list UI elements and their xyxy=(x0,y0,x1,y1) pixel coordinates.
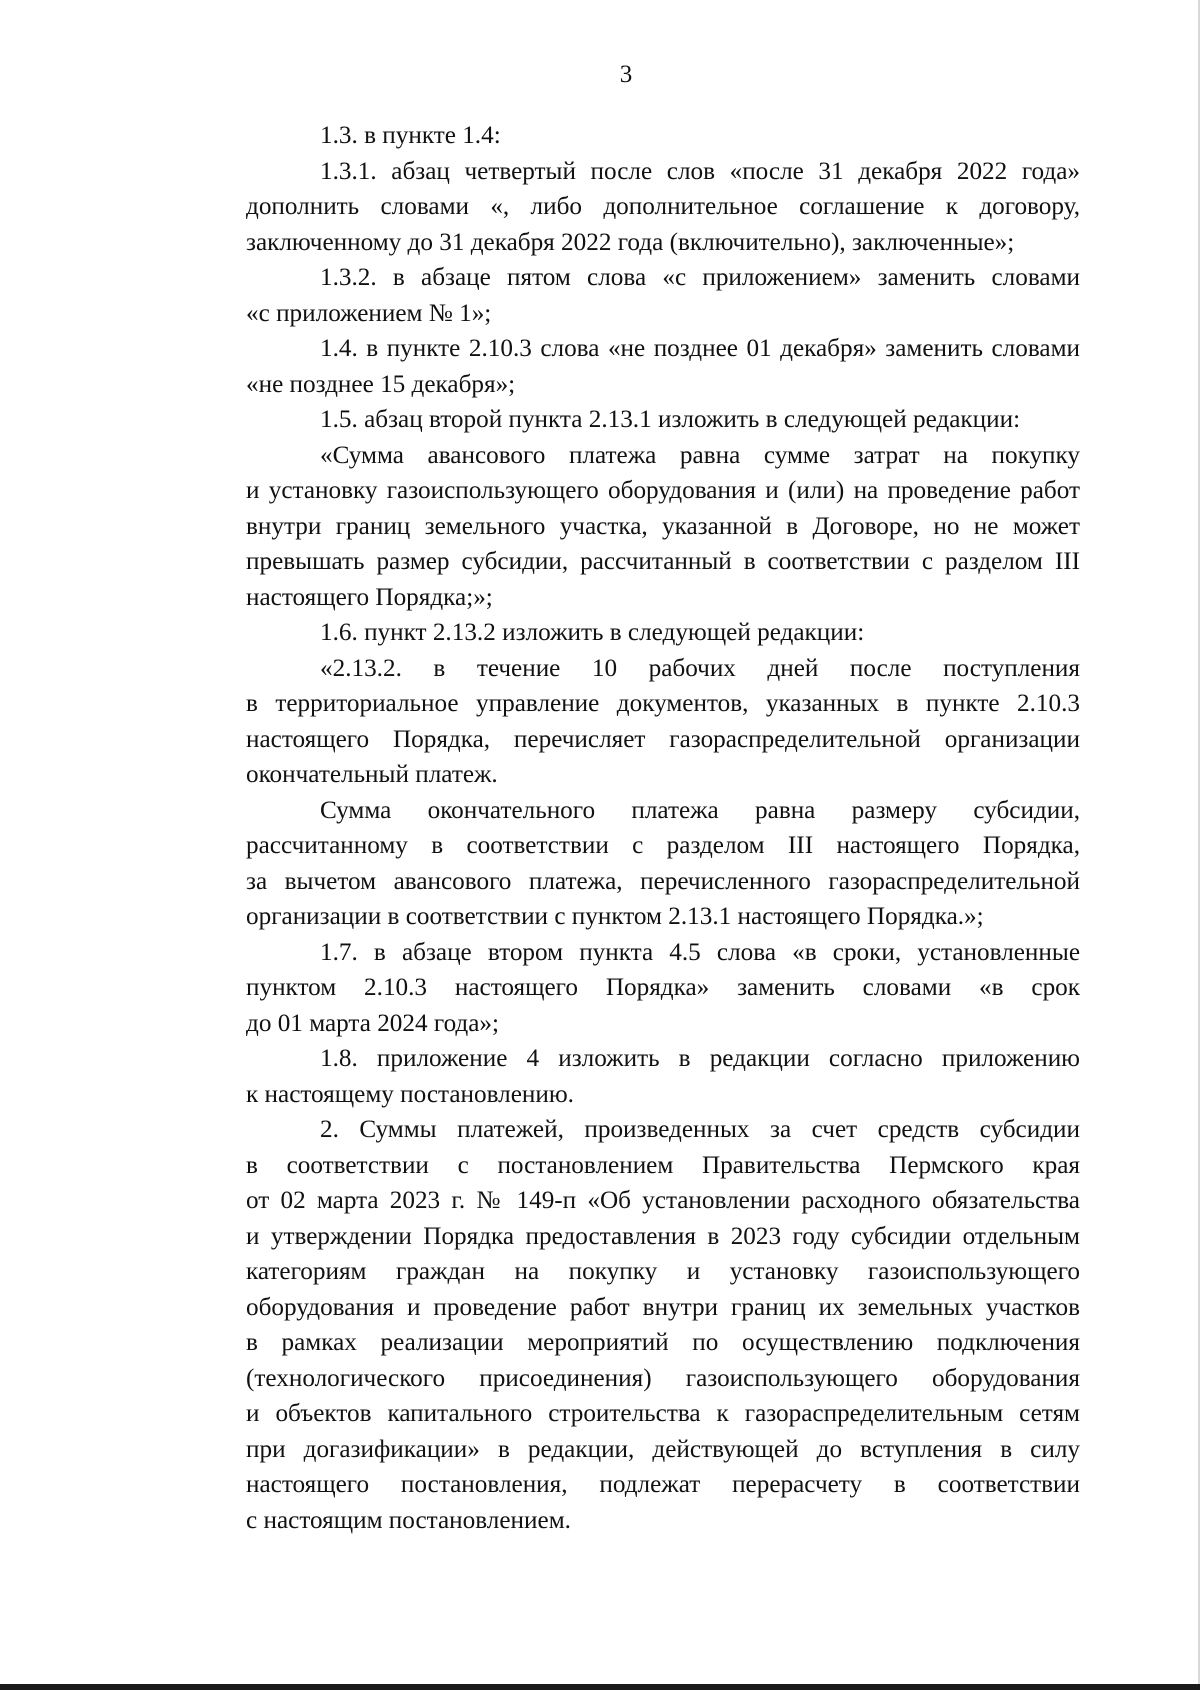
paragraph-1-3-2 xyxy=(172,260,1080,331)
text-line: (технологического присоединения) газоиспользующего оборудования xyxy=(246,1364,1080,1392)
text-line: в рамках реализации мероприятий по осуществлению подключения xyxy=(246,1329,1080,1356)
text-line: дополнить словами «, либо дополнительное соглашение к договору, xyxy=(246,193,1080,220)
text-line: с настоящим постановлением. xyxy=(246,1506,571,1534)
text-line: от 02 марта 2023 г. № 149-п «Об установлении расходного обязательства xyxy=(246,1187,1080,1214)
text-line: и установку газоиспользующего оборудования и (или) на проведение работ xyxy=(246,477,1080,504)
text-line: превышать размер субсидии, рассчитанный в соответствии с разделом III xyxy=(246,548,1080,575)
paragraph-1-3-1 xyxy=(172,154,1080,261)
text-line: 1.3. в пункте 1.4: xyxy=(320,122,501,149)
text-line: «Сумма авансового платежа равна сумме затрат на покупку xyxy=(320,441,1080,469)
paragraph-1-4 xyxy=(172,331,1080,402)
text-line: 2. Суммы платежей, произведенных за счет средств субсидии xyxy=(320,1116,1080,1143)
quoted-paragraph-final-payment xyxy=(172,793,1080,935)
text-line: настоящего Порядка;»; xyxy=(246,583,493,611)
text-line: Сумма окончательного платежа равна размеру субсидии, xyxy=(320,796,1080,824)
text-line: в территориальное управление документов, указанных в пункте 2.10.3 xyxy=(246,690,1080,717)
text-line: при догазификации» в редакции, действующей до вступления в силу xyxy=(246,1435,1080,1463)
text-line: и утверждении Порядка предоставления в 2023 году субсидии отдельным xyxy=(246,1222,1080,1250)
paragraph-1-6 xyxy=(172,615,1080,651)
text-line: «2.13.2. в течение 10 рабочих дней после поступления xyxy=(320,654,1080,682)
text-line: «с приложением № 1»; xyxy=(246,299,492,327)
paragraph-1-8 xyxy=(172,1041,1080,1112)
paragraph-2 xyxy=(172,1112,1080,1538)
page-number: 3 xyxy=(619,61,633,88)
text-line: 1.3.2. в абзаце пятом слова «с приложением» заменить словами xyxy=(320,264,1080,291)
text-line: рассчитанному в соответствии с разделом III настоящего Порядка, xyxy=(246,832,1080,859)
text-line: пунктом 2.10.3 настоящего Порядка» заменить словами «в срок xyxy=(246,974,1080,1001)
text-line: 1.7. в абзаце втором пункта 4.5 слова «в сроки, установленные xyxy=(320,938,1080,966)
text-line: 1.5. абзац второй пункта 2.13.1 изложить в следующей редакции: xyxy=(320,406,1021,433)
text-line: 1.6. пункт 2.13.2 изложить в следующей редакции: xyxy=(320,619,865,646)
text-line: 1.4. в пункте 2.10.3 слова «не позднее 01 декабря» заменить словами xyxy=(320,335,1080,362)
quoted-paragraph-2-13-2 xyxy=(172,651,1080,793)
paragraph-1-5 xyxy=(172,402,1080,438)
text-line: «не позднее 15 декабря»; xyxy=(246,370,516,398)
text-line: организации в соответствии с пунктом 2.13.1 настоящего Порядка.»; xyxy=(246,903,984,930)
text-line: и объектов капитального строительства к газораспределительным сетям xyxy=(246,1400,1080,1427)
text-line: заключенному до 31 декабря 2022 года (включительно), заключенные»; xyxy=(246,228,1015,256)
text-line: за вычетом авансового платежа, перечисленного газораспределительной xyxy=(246,867,1080,895)
quoted-paragraph-advance-payment xyxy=(172,438,1080,616)
document-body xyxy=(172,118,1080,1538)
text-line: категориям граждан на покупку и установку газоиспользующего xyxy=(246,1258,1080,1285)
text-line: настоящего Порядка, перечисляет газораспределительной организации xyxy=(246,725,1080,753)
text-line: в соответствии с постановлением Правительства Пермского края xyxy=(246,1151,1080,1179)
text-line: до 01 марта 2024 года»; xyxy=(246,1009,500,1037)
text-line: 1.3.1. абзац четвертый после слов «после 31 декабря 2022 года» xyxy=(320,157,1080,185)
paragraph-1-3 xyxy=(172,118,1080,154)
text-line: к настоящему постановлению. xyxy=(246,1080,574,1108)
text-line: внутри границ земельного участка, указанной в Договоре, но не может xyxy=(246,512,1080,540)
paragraph-1-7 xyxy=(172,935,1080,1042)
text-line: окончательный платеж. xyxy=(246,761,498,788)
text-line: оборудования и проведение работ внутри границ их земельных участков xyxy=(246,1293,1080,1321)
text-line: 1.8. приложение 4 изложить в редакции согласно приложению xyxy=(320,1045,1080,1072)
scan-edge-bottom xyxy=(0,1684,1200,1690)
text-line: настоящего постановления, подлежат перерасчету в соответствии xyxy=(246,1471,1080,1498)
